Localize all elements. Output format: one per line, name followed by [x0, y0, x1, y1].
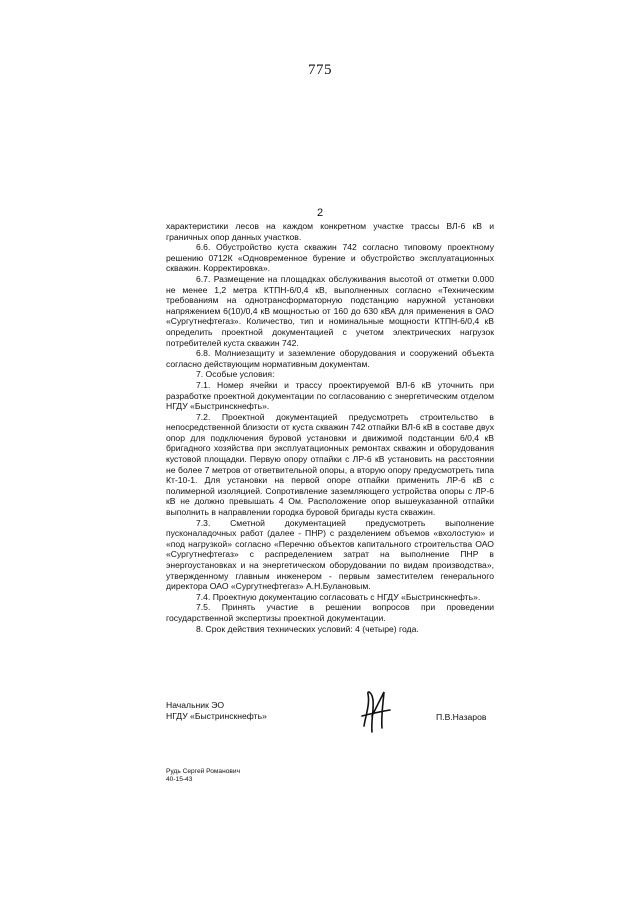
position-title: Начальник ЭО	[166, 700, 225, 710]
page-number: 2	[316, 207, 324, 219]
section-7-heading: 7. Особые условия:	[196, 369, 275, 380]
paragraph-7-2: 7.2. Проектной документацией предусмотреть строительство в непосредственной близости от куста скважин 742 отпайки ВЛ-6 кВ в составе двух опор для подключения буровой установки и движимой подстанции 6/0,4 кВ бригадного хозяйства при эксплуатационных ремонтах скважин и оборудования кустовой площадки. Первую опору отпайки с ЛР-6 кВ установить на расстоянии не более 7 метров от ответвительной опоры, а вторую опору предусмотреть типа Кт-10-1. Для установки на первой опоре отпайки применить ЛР-6 кВ с полимерной изоляцией. Сопротивление заземляющего устройства опоры с ЛР-6 кВ не должно превышать 4 Ом. Расположение опор вышеуказанной отпайки выполнить в направлении городка буровой бригады куста скважин.	[166, 411, 494, 518]
executor-phone: 40-15-43	[166, 776, 193, 783]
paragraph-7-3: 7.3. Сметной документацией предусмотреть выполнение пусконаладочных работ (далее - ПНР) с разделением объемов «вхолостую» и «под нагрузкой» согласно «Перечню объектов капитального строительства ОАО «Сургутнефтегаз» с распределением затрат на выполнение ПНР в энергоустановках и на энергетическом оборудовании по видам производства», утвержденному главным инженером - первым заместителем генерального директора ОАО «Сургутнефтегаз» А.Н.Булановым.	[166, 517, 494, 592]
section-8: 8. Срок действия технических условий: 4 (четыре) года.	[196, 623, 419, 634]
sheet-number: 775	[308, 62, 332, 78]
paragraph-7-5: 7.5. Принять участие в решении вопросов при проведении государственной экспертизы проектной документации.	[166, 602, 494, 623]
paragraph-continuation: характеристики лесов на каждом конкретном участке трассы ВЛ-6 кВ и граничных опор данных участков.	[166, 221, 494, 242]
signatory-position	[166, 700, 267, 722]
signatory-name: П.В.Назаров	[436, 712, 487, 722]
paragraph-6-7: 6.7. Размещение на площадках обслуживания высотой от отметки 0.000 не менее 1,2 метра КТПН-6/0,4 кВ, выполненных согласно «Техническим требованиям на однотрансформаторную подстанцию наружной установки напряжением 6(10)/0,4 кВ мощностью от 160 до 630 кВА для применения в ОАО «Сургутнефтегаз». Количество, тип и номинальные мощности КТПН-6/0,4 кВ определить проектной документацией с учетом электрических нагрузок потребителей куста скважин 742.	[166, 273, 494, 348]
paragraph-6-6: 6.6. Обустройство куста скважин 742 согласно типовому проектному решению 0712К «Одновременное бурение и обустройство эксплуатационных скважин. Корректировка».	[166, 242, 494, 274]
document-body	[166, 221, 494, 634]
paragraph-7-4: 7.4. Проектную документацию согласовать с НГДУ «Быстринскнефть».	[196, 591, 481, 602]
position-organization: НГДУ «Быстринскнефть»	[166, 711, 267, 721]
handwritten-signature	[356, 686, 396, 738]
paragraph-6-8: 6.8. Молниезащиту и заземление оборудования и сооружений объекта согласно действующим нормативным документам.	[166, 348, 494, 369]
executor-name: Рудь Сергей Романович	[166, 768, 241, 775]
paragraph-7-1: 7.1. Номер ячейки и трассу проектируемой ВЛ-6 кВ уточнить при разработке проектной документации по согласованию с энергетическим отделом НГДУ «Быстринскнефть».	[166, 379, 494, 412]
executor-info	[166, 768, 240, 784]
